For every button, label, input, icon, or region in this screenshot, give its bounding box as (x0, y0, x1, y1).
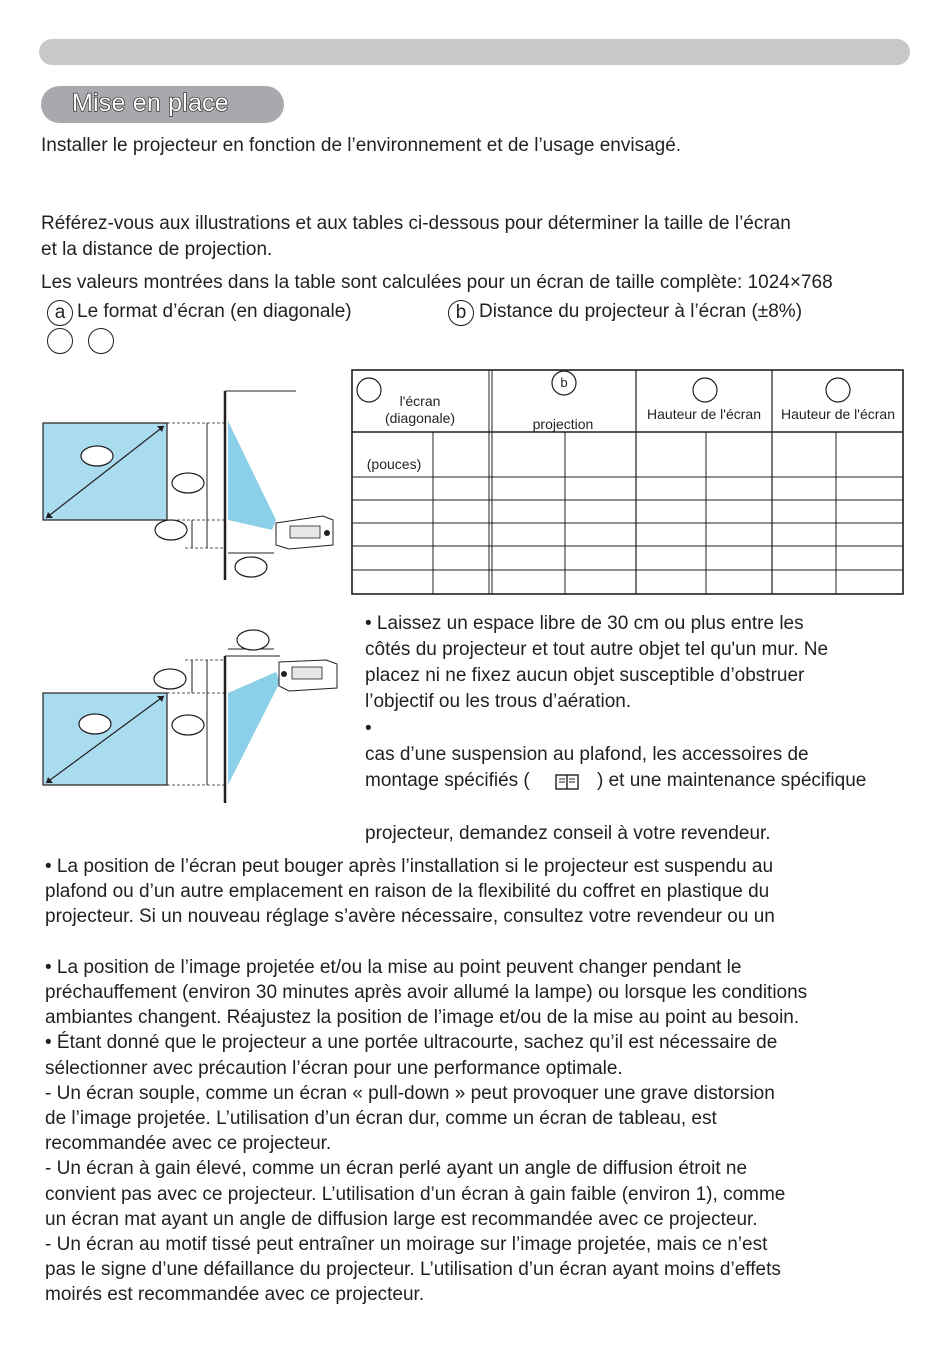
side-note-line-4: l’objectif ou les trous d’aération. (365, 691, 632, 712)
side-note-line-5: • (365, 718, 372, 739)
note-line: • La position de l’écran peut bouger après l’installation si le projecteur est suspendu au (45, 856, 774, 877)
legend-marker-b: b (448, 300, 474, 326)
note-line: pas le signe d’une défaillance du projecteur. L’utilisation d’un écran ayant moins d’effets (45, 1259, 781, 1281)
side-note-line-8: projecteur, demandez conseil à votre revendeur. (365, 823, 771, 844)
book-icon (555, 773, 579, 791)
diagram-front-setup (43, 391, 333, 580)
projector-icon-front (276, 516, 333, 549)
legend-marker-a: a (47, 300, 73, 326)
values-note: Les valeurs montrées dans la table sont calculées pour un écran de taille complète: 1024×768 (41, 272, 833, 293)
side-note-line-7a: montage spécifiés ( (365, 770, 530, 791)
note-line: projecteur. Si un nouveau réglage s’avère nécessaire, consultez votre revendeur ou un (45, 906, 775, 928)
unit-inches: (pouces) (366, 456, 422, 472)
note-line: - Un écran souple, comme un écran « pull-down » peut provoquer une grave distorsion (45, 1082, 775, 1104)
col-header-height-2: Hauteur de l'écran (781, 406, 895, 422)
col-header-projection: projection (532, 416, 594, 432)
reference-line-1: Référez-vous aux illustrations et aux tables ci-dessous pour déterminer la taille de l’écran (41, 213, 791, 234)
note-line: • Étant donné que le projecteur a une portée ultracourte, sachez qu’il est nécessaire de (45, 1032, 778, 1054)
note-line: un écran mat ayant un angle de diffusion large est recommandée avec ce projecteur. (45, 1208, 758, 1230)
diagram-ceiling-setup (43, 630, 337, 803)
note-line: ambiantes changent. Réajustez la position de l’image et/ou de la mise au point au besoin. (45, 1007, 800, 1029)
col-header-screen-size-2: (diagonale) (384, 410, 456, 426)
intro-text: Installer le projecteur en fonction de l’environnement et de l’usage envisagé. (41, 135, 682, 156)
note-line: recommandée avec ce projecteur. (45, 1133, 332, 1155)
note-line: plafond ou d’un autre emplacement en raison de la flexibilité du coffret en plastique du (45, 881, 770, 903)
legend-a-text: Le format d’écran (en diagonale) (77, 301, 352, 322)
reference-line-2: et la distance de projection. (41, 239, 273, 260)
note-line: • La position de l’image projetée et/ou la mise au point peuvent changer pendant le (45, 956, 742, 978)
projector-icon-ceiling (279, 660, 337, 691)
note-line: de l’image projetée. L’utilisation d’un écran dur, comme un écran de tableau, est (45, 1108, 717, 1129)
note-line: convient pas avec ce projecteur. L’utilisation d’un écran à gain faible (environ 1), comme (45, 1183, 786, 1205)
note-line: sélectionner avec précaution l’écran pour une performance optimale. (45, 1057, 623, 1079)
note-line: moirés est recommandée avec ce projecteur. (45, 1284, 425, 1306)
note-line: - Un écran à gain élevé, comme un écran perlé ayant un angle de diffusion étroit ne (45, 1158, 748, 1180)
side-note-line-2: côtés du projecteur et tout autre objet tel qu'un mur. Ne (365, 639, 829, 660)
side-note-line-1: • Laissez un espace libre de 30 cm ou plus entre les (365, 613, 804, 634)
col-header-height-1: Hauteur de l'écran (647, 406, 761, 422)
col-header-marker-b: b (560, 375, 568, 390)
note-line: - Un écran au motif tissé peut entraîner un moirage sur l’image projetée, mais ce n’est (45, 1234, 768, 1255)
side-note-line-7b: ) et une maintenance spécifique (597, 770, 867, 791)
side-note-line-6: cas d’une suspension au plafond, les accessoires de (365, 744, 809, 765)
section-title: Mise en place (72, 89, 229, 117)
note-line: préchauffement (environ 30 minutes après avoir allumé la lampe) ou lorsque les conditions (45, 982, 808, 1003)
side-note-line-3: placez ni ne fixez aucun objet susceptible d’obstruer (365, 665, 805, 686)
legend-b-text: Distance du projecteur à l’écran (±8%) (479, 301, 803, 322)
col-header-screen-size-1: l'écran (399, 393, 441, 409)
